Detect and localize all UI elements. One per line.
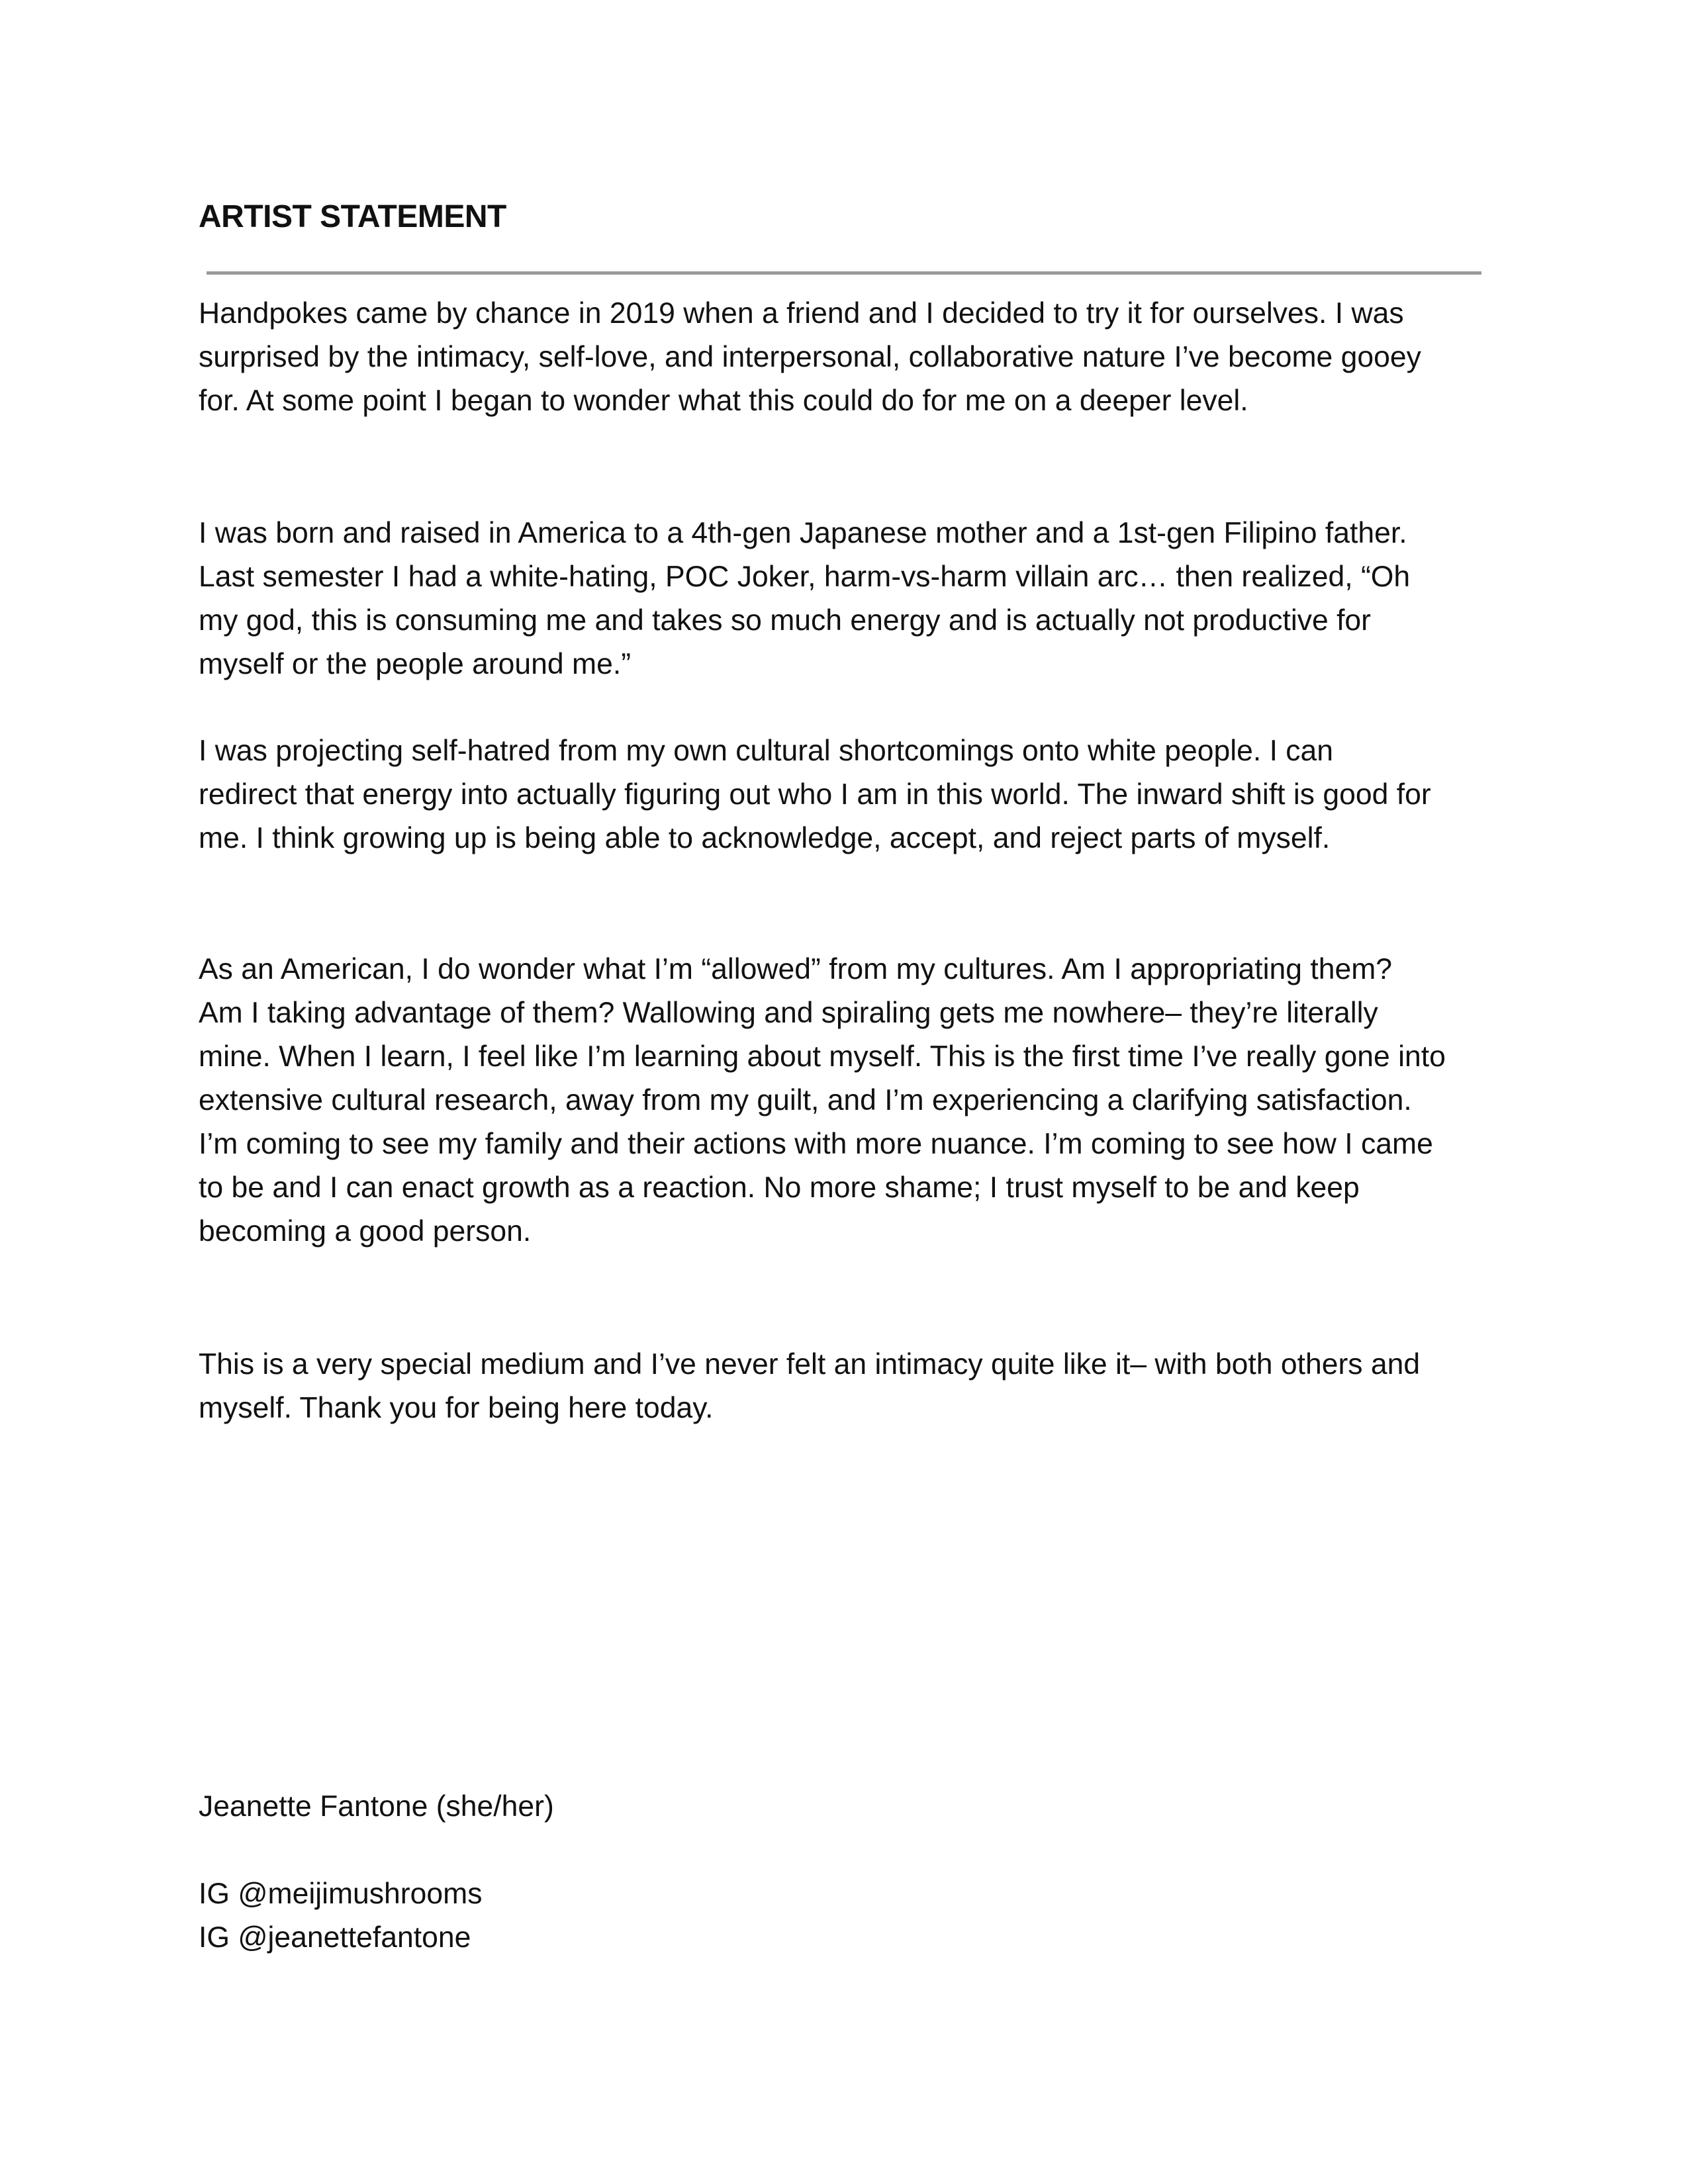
paragraph-line: to be and I can enact growth as a reaction. No more shame; I trust myself to be and keep <box>199 1171 1360 1204</box>
paragraph-line: I’m coming to see my family and their actions with more nuance. I’m coming to see how I came <box>199 1128 1433 1160</box>
paragraph-line: surprised by the intimacy, self-love, and interpersonal, collaborative nature I’ve become gooey <box>199 341 1421 373</box>
document-page <box>199 0 1496 2184</box>
paragraph-5 <box>199 1343 1496 1430</box>
paragraph-3 <box>199 729 1496 860</box>
paragraph-line: This is a very special medium and I’ve never felt an intimacy quite like it– with both others and <box>199 1348 1421 1381</box>
paragraph-line: I was born and raised in America to a 4th-gen Japanese mother and a 1st-gen Filipino father. <box>199 517 1407 549</box>
paragraph-line: redirect that energy into actually figuring out who I am in this world. The inward shift is good for <box>199 778 1431 811</box>
paragraph-2 <box>199 512 1496 686</box>
paragraph-line: extensive cultural research, away from my guilt, and I’m experiencing a clarifying satisfaction. <box>199 1084 1412 1116</box>
artist-name: Jeanette Fantone (she/her) <box>199 1790 554 1823</box>
paragraph-line: myself or the people around me.” <box>199 648 632 680</box>
paragraph-line: for. At some point I began to wonder what this could do for me on a deeper level. <box>199 385 1248 417</box>
paragraph-1 <box>199 292 1496 423</box>
document-title: ARTIST STATEMENT <box>199 199 506 234</box>
paragraph-line: Last semester I had a white-hating, POC Joker, harm-vs-harm villain arc… then realized, “Oh <box>199 561 1411 593</box>
instagram-handle: IG @meijimushrooms <box>199 1878 483 1910</box>
paragraph-line: Am I taking advantage of them? Wallowing and spiraling gets me nowhere– they’re literally <box>199 997 1378 1029</box>
paragraph-line: myself. Thank you for being here today. <box>199 1392 714 1424</box>
paragraph-line: mine. When I learn, I feel like I’m learning about myself. This is the first time I’ve really gone into <box>199 1040 1446 1073</box>
paragraph-line: becoming a good person. <box>199 1215 532 1248</box>
paragraph-line: Handpokes came by chance in 2019 when a friend and I decided to try it for ourselves. I was <box>199 297 1404 330</box>
paragraph-4 <box>199 948 1496 1253</box>
instagram-handle: IG @jeanettefantone <box>199 1921 471 1954</box>
paragraph-line: As an American, I do wonder what I’m “allowed” from my cultures. Am I appropriating them? <box>199 953 1393 985</box>
paragraph-line: me. I think growing up is being able to acknowledge, accept, and reject parts of myself. <box>199 822 1331 854</box>
paragraph-line: my god, this is consuming me and takes so much energy and is actually not productive for <box>199 604 1372 637</box>
paragraph-line: I was projecting self-hatred from my own cultural shortcomings onto white people. I can <box>199 735 1334 767</box>
title-divider <box>207 271 1481 275</box>
